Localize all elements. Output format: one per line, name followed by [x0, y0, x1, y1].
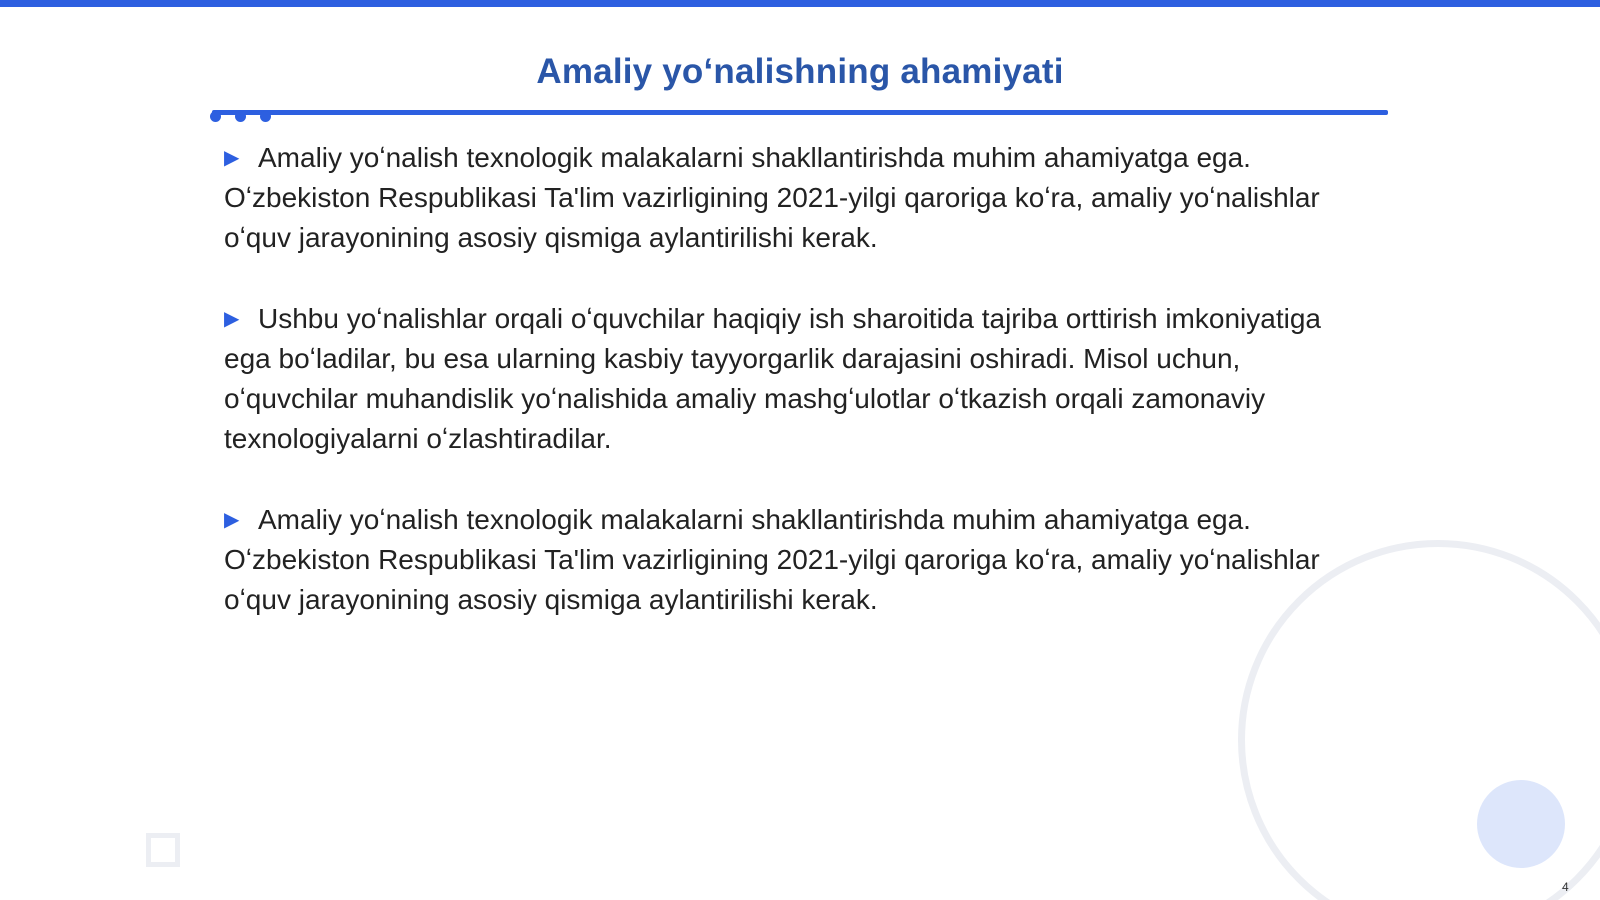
- decorative-square: [146, 833, 180, 867]
- bullet-paragraph: [224, 299, 1364, 459]
- bullet-paragraph: [224, 138, 1364, 258]
- triangle-bullet-icon: ▶: [224, 509, 240, 531]
- paragraph-text: Amaliy yoʻnalish texnologik malakalarni shakllantirishda muhim ahamiyatga ega. Oʻzbekiston Respublikasi Ta'lim vazirligining 2021-yilgi qaroriga koʻra, amaliy yoʻnalishlar oʻquv jarayonining asosiy qismiga aylantirilishi kerak.: [224, 504, 1320, 615]
- decoration-dot: [235, 111, 246, 122]
- slide-body: [224, 138, 1364, 661]
- decoration-dot: [210, 111, 221, 122]
- bullet-paragraph: [224, 500, 1364, 620]
- page-number: 4: [1562, 880, 1569, 894]
- top-accent-bar: [0, 0, 1600, 7]
- paragraph-text: Amaliy yoʻnalish texnologik malakalarni shakllantirishda muhim ahamiyatga ega. Oʻzbekiston Respublikasi Ta'lim vazirligining 2021-yilgi qaroriga koʻra, amaliy yoʻnalishlar oʻquv jarayonining asosiy qismiga aylantirilishi kerak.: [224, 142, 1320, 253]
- title-underline: [212, 110, 1388, 115]
- decoration-dot: [260, 111, 271, 122]
- slide-title: Amaliy yoʻnalishning ahamiyati: [536, 52, 1064, 91]
- title-decoration-dots: [210, 111, 280, 125]
- triangle-bullet-icon: ▶: [224, 308, 240, 330]
- triangle-bullet-icon: ▶: [224, 147, 240, 169]
- paragraph-text: Ushbu yoʻnalishlar orqali oʻquvchilar haqiqiy ish sharoitida tajriba orttirish imkoniyatiga ega boʻladilar, bu esa ularning kasbiy tayyorgarlik darajasini oshiradi. Misol uchun, oʻquvchilar muhandislik yoʻnalishida amaliy mashgʻulotlar oʻtkazish orqali zamonaviy texnologiyalarni oʻzlashtiradilar.: [224, 303, 1321, 454]
- decorative-circle: [1477, 780, 1565, 868]
